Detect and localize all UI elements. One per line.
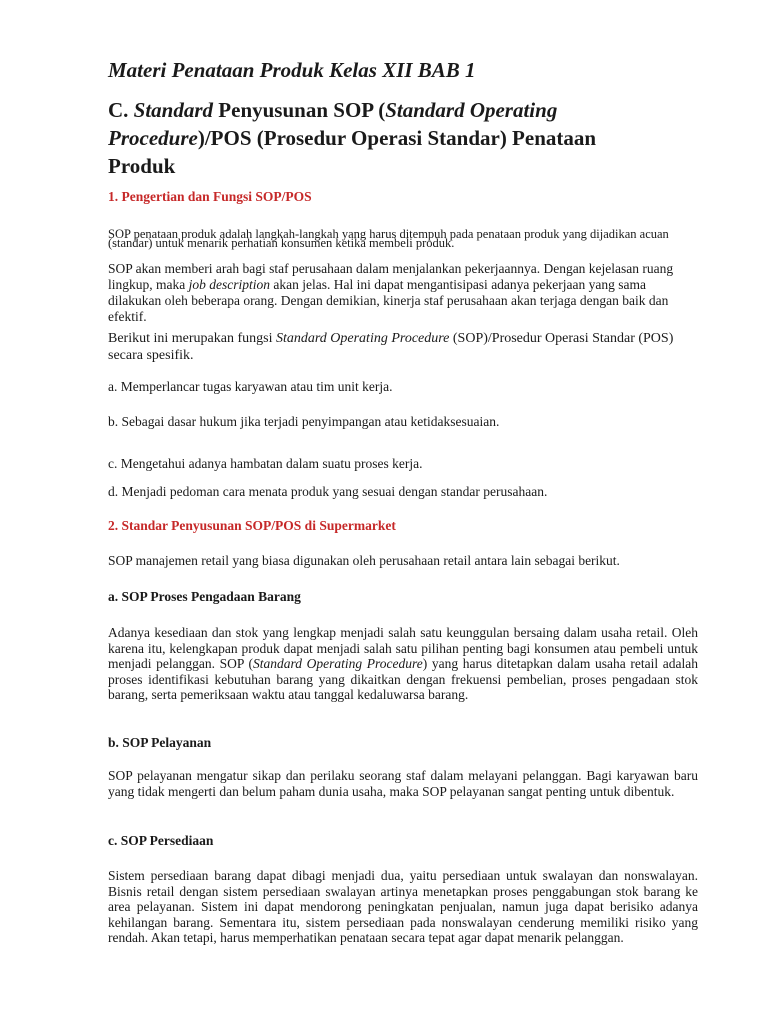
subtitle-mid-1: Penyusunan SOP (: [213, 98, 386, 122]
section-c-heading: [108, 96, 668, 180]
subsection-c-text: Sistem persediaan barang dapat dibagi menjadi dua, yaitu persediaan untuk swalayan dan nonswalayan. Bisnis retail dengan sistem persediaan swalayan artinya menetapkan proses penggabungan stok barang ke area pelayanan. Sistem ini dapat mendorong peningkatan penjualan, namun juga dapat berisiko adanya kehilangan barang. Sementara itu, sistem persediaan pada nonswalayan cenderung memiliki risiko yang rendah. Akan tetapi, harus memperhatikan penataan secara tepat agar dapat menarik pelanggan.: [108, 868, 698, 945]
function-item-d: d. Menjadi pedoman cara menata produk yang sesuai dengan standar perusahaan.: [108, 484, 548, 499]
subtitle-italic-1: Standard: [133, 98, 214, 122]
section-1-heading: 1. Pengertian dan Fungsi SOP/POS: [108, 189, 312, 204]
subtitle-italic-2: Standard Operating Procedure: [108, 98, 558, 150]
subtitle-prefix: C.: [108, 98, 134, 122]
p3-text-a: Berikut ini merupakan fungsi: [108, 331, 276, 346]
section-1-paragraph-3: [108, 330, 698, 364]
function-item-c: c. Mengetahui adanya hambatan dalam suatu proses kerja.: [108, 456, 423, 471]
document-title: Materi Penataan Produk Kelas XII BAB 1: [108, 58, 476, 82]
p2-text-a: SOP akan memberi arah bagi staf perusahaan dalam menjalankan pekerjaannya. Dengan kejelasan ruang lingkup, maka: [108, 261, 674, 292]
subtitle-mid-2: )/POS (Prosedur Operasi Standar) Penataan Produk: [108, 126, 597, 178]
subsection-a-text: [108, 625, 698, 703]
subsection-b-heading: b. SOP Pelayanan: [108, 735, 212, 750]
section-1-paragraph-2: [108, 261, 698, 325]
p2-text-b: akan jelas. Hal ini dapat mengantisipasi adanya pekerjaan yang sama dilakukan oleh beberapa orang. Dengan demikian, kinerja staf perusahaan akan terjaga dengan baik dan efektif.: [108, 277, 669, 324]
function-item-b: b. Sebagai dasar hukum jika terjadi penyimpangan atau ketidaksesuaian.: [108, 414, 500, 429]
section-2-heading: 2. Standar Penyusunan SOP/POS di Supermarket: [108, 518, 396, 533]
p3-sop-term: Standard Operating Procedure: [275, 331, 450, 346]
function-item-a: a. Memperlancar tugas karyawan atau tim unit kerja.: [108, 379, 393, 394]
a-text-2: ) yang harus ditetapkan dalam usaha retail adalah proses identifikasi kebutuhan barang yang dikaitkan dengan frekuensi pembelian, proses pengadaan stok barang, serta pemeriksaan waktu atau tanggal kedaluwarsa barang.: [108, 656, 698, 702]
subsection-c-heading: c. SOP Persediaan: [108, 833, 214, 848]
section-2-intro: SOP manajemen retail yang biasa digunakan oleh perusahaan retail antara lain sebagai berikut.: [108, 553, 620, 568]
section-1-paragraph-1: SOP penataan produk adalah langkah-langkah yang harus ditempuh pada penataan produk yang dijadikan acuan (standar) untuk menarik perhatian konsumen ketika membeli produk.: [108, 227, 669, 250]
a-text-1: Adanya kesediaan dan stok yang lengkap menjadi salah satu keunggulan bersaing dalam usaha retail. Oleh karena itu, kelengkapan produk dapat menjadi salah satu pilihan penting bagi konsumen atau pembeli untuk menjadi pelanggan. SOP (: [108, 625, 698, 671]
subsection-b-text: SOP pelayanan mengatur sikap dan perilaku seorang staf dalam melayani pelanggan. Bagi karyawan baru yang tidak mengerti dan belum paham dunia usaha, maka SOP pelayanan sangat penting untuk dibentuk.: [108, 768, 698, 799]
subsection-a-heading: a. SOP Proses Pengadaan Barang: [108, 589, 301, 604]
a-text-sop-term: Standard Operating Procedure: [252, 656, 423, 671]
p2-job-description: job description: [188, 277, 270, 292]
p3-text-b: (SOP)/Prosedur Operasi Standar (POS) secara spesifik.: [108, 331, 674, 363]
